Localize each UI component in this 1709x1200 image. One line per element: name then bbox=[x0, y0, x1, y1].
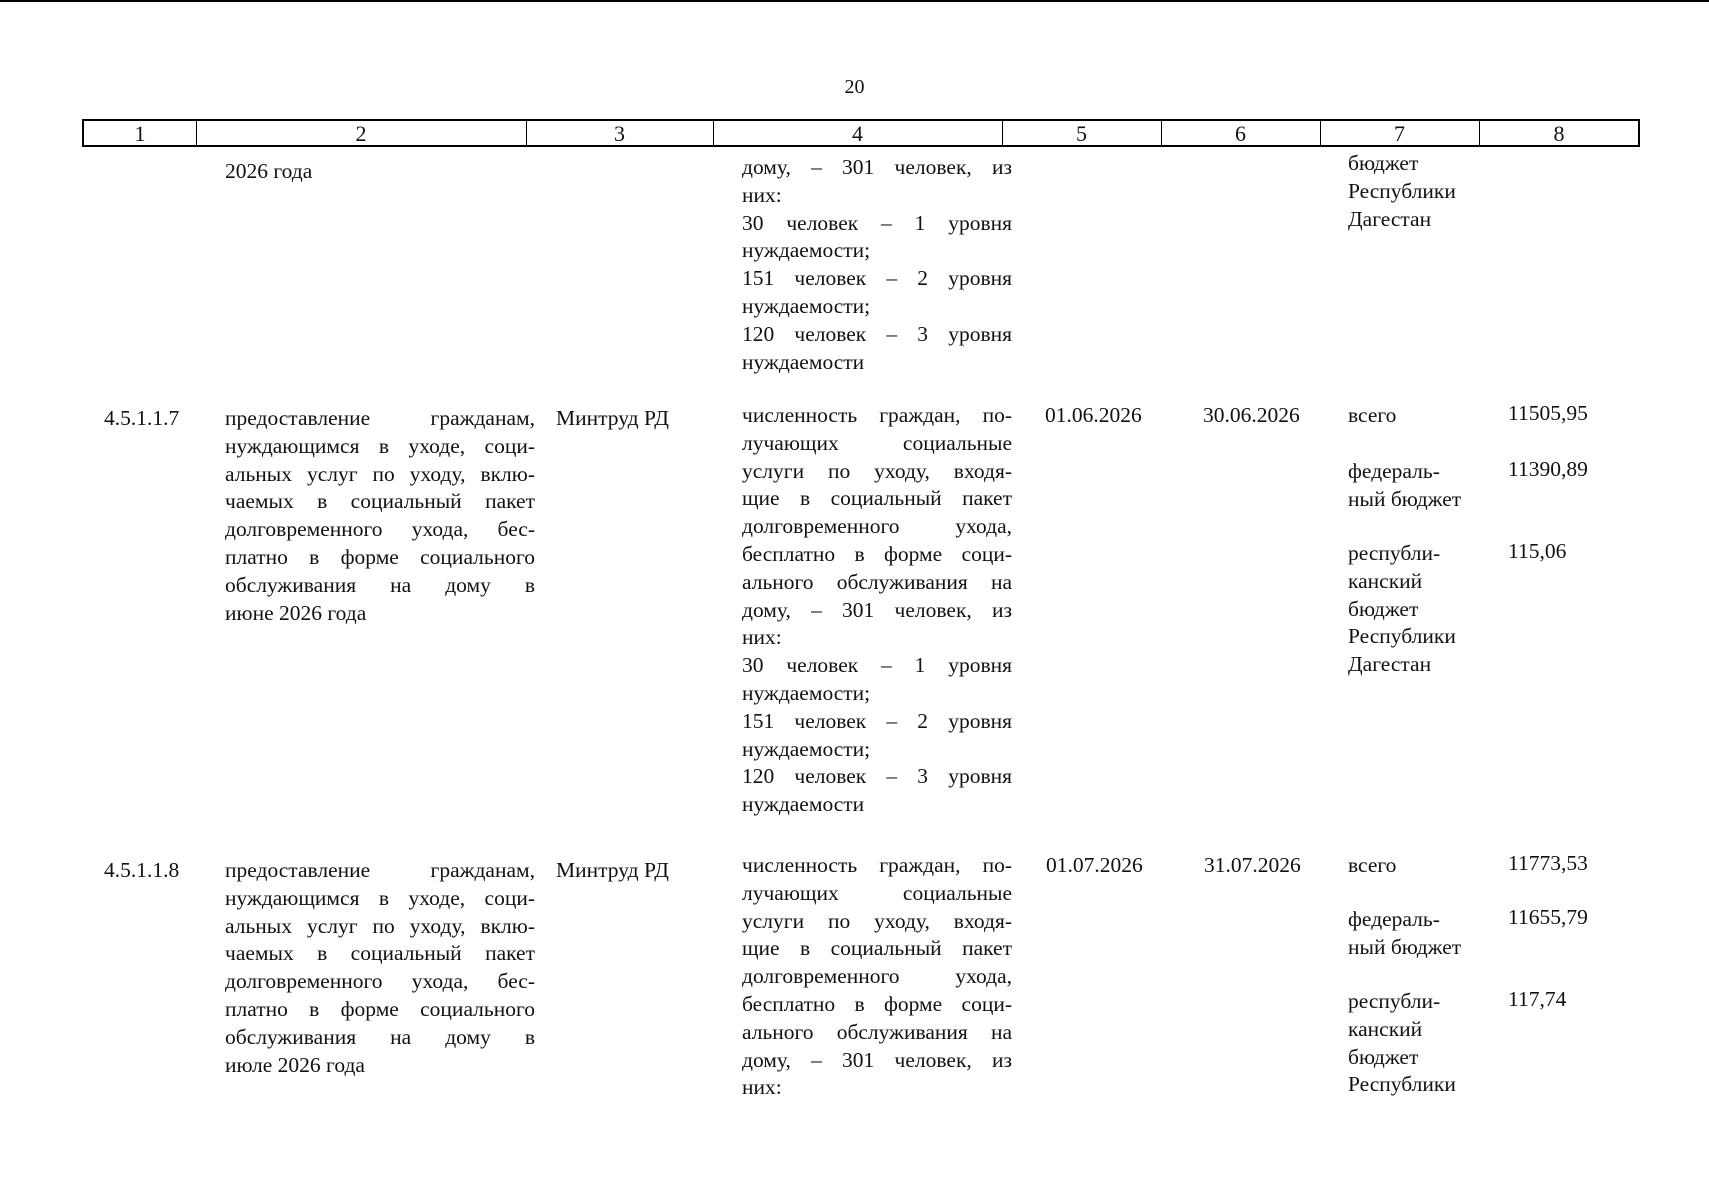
text-line: численность граждан, по- bbox=[742, 853, 1012, 877]
text-line: обслуживания на дому в bbox=[225, 572, 535, 597]
funding-amount: 11390,89 bbox=[1508, 457, 1588, 481]
text-line: бюджет bbox=[1348, 1044, 1419, 1069]
text-line: всего bbox=[1348, 853, 1397, 877]
header-col-4: 4 bbox=[852, 121, 863, 146]
text-line: долговременного ухода, bbox=[742, 964, 1012, 989]
header-col-3: 3 bbox=[614, 121, 625, 146]
text-line: 151 человек – 2 уровня bbox=[742, 266, 1012, 291]
text-line: канский bbox=[1348, 1016, 1423, 1041]
funding-source bbox=[1348, 540, 1498, 679]
funding-amount: 11655,79 bbox=[1508, 905, 1588, 929]
header-col-6: 6 bbox=[1235, 121, 1246, 146]
funding-source bbox=[1348, 988, 1498, 1099]
text-line: них: bbox=[742, 625, 782, 650]
text-line: июне 2026 года bbox=[225, 600, 367, 625]
text-line: бюджет bbox=[1348, 596, 1419, 621]
row-description bbox=[225, 857, 535, 1079]
continuation-funding-source bbox=[1348, 150, 1488, 233]
row-end-date: 30.06.2026 bbox=[1203, 403, 1300, 427]
text-line: услуги по уходу, входя- bbox=[742, 458, 1012, 483]
text-line: 120 человек – 3 уровня bbox=[742, 764, 1012, 789]
funding-amount: 117,74 bbox=[1508, 987, 1567, 1011]
text-line: нуждаемости bbox=[742, 349, 865, 374]
row-executor: Минтруд РД bbox=[556, 858, 669, 882]
row-start-date: 01.07.2026 bbox=[1046, 853, 1143, 877]
text-line: нуждаемости bbox=[742, 792, 865, 817]
text-line: июле 2026 года bbox=[225, 1052, 365, 1077]
row-indicator bbox=[742, 402, 1012, 819]
text-line: Республики bbox=[1348, 624, 1456, 649]
text-line: альных услуг по уходу, вклю- bbox=[225, 461, 535, 486]
row-end-date: 31.07.2026 bbox=[1204, 853, 1301, 877]
funding-amount: 115,06 bbox=[1508, 539, 1567, 563]
text-line: бесплатно в форме соци- bbox=[742, 991, 1012, 1016]
text-line: Республики bbox=[1348, 178, 1456, 203]
funding-source bbox=[1348, 852, 1498, 880]
text-line: ный бюджет bbox=[1348, 486, 1462, 511]
text-line: дому, – 301 человек, из bbox=[742, 155, 1012, 179]
text-line: бюджет bbox=[1348, 151, 1419, 175]
text-line: них: bbox=[742, 1075, 782, 1100]
funding-amount: 11505,95 bbox=[1508, 401, 1588, 425]
funding-amount: 11773,53 bbox=[1508, 851, 1588, 875]
text-line: чаемых в социальный пакет bbox=[225, 489, 535, 514]
header-col-2: 2 bbox=[355, 121, 367, 146]
page-top-edge bbox=[0, 0, 1709, 2]
text-line: лучающих социальные bbox=[742, 880, 1012, 905]
text-line: республи- bbox=[1348, 541, 1441, 565]
text-line: нуждающимся в уходе, соци- bbox=[225, 433, 535, 458]
row-description bbox=[225, 405, 535, 627]
continuation-description: 2026 года bbox=[225, 159, 313, 183]
text-line: дому, – 301 человек, из bbox=[742, 597, 1012, 622]
text-line: республи- bbox=[1348, 989, 1441, 1013]
text-line: нуждаемости; bbox=[742, 238, 871, 263]
row-start-date: 01.06.2026 bbox=[1045, 403, 1142, 427]
text-line: обслуживания на дому в bbox=[225, 1024, 535, 1049]
text-line: предоставление гражданам, bbox=[225, 406, 535, 430]
text-line: долговременного ухода, бес- bbox=[225, 517, 535, 542]
text-line: платно в форме социального bbox=[225, 544, 535, 569]
text-line: долговременного ухода, bbox=[742, 514, 1012, 539]
text-line: численность граждан, по- bbox=[742, 403, 1012, 427]
row-code: 4.5.1.1.8 bbox=[104, 858, 180, 882]
row-code: 4.5.1.1.7 bbox=[104, 406, 180, 430]
text-line: 30 человек – 1 уровня bbox=[742, 210, 1012, 235]
header-col-8: 8 bbox=[1553, 121, 1565, 146]
header-col-1: 1 bbox=[134, 121, 146, 146]
text-line: них: bbox=[742, 182, 782, 207]
text-line: долговременного ухода, бес- bbox=[225, 969, 535, 994]
table-header-row bbox=[82, 119, 1640, 147]
text-line: бесплатно в форме соци- bbox=[742, 541, 1012, 566]
text-line: дому, – 301 человек, из bbox=[742, 1047, 1012, 1072]
text-line: нуждаемости; bbox=[742, 680, 871, 705]
text-line: 151 человек – 2 уровня bbox=[742, 708, 1012, 733]
text-line: платно в форме социального bbox=[225, 996, 535, 1021]
text-line: нуждаемости; bbox=[742, 736, 871, 761]
funding-source bbox=[1348, 458, 1498, 514]
text-line: ального обслуживания на bbox=[742, 1019, 1012, 1044]
funding-source bbox=[1348, 906, 1498, 962]
text-line: Дагестан bbox=[1348, 652, 1432, 677]
continuation-indicator bbox=[742, 154, 1012, 376]
text-line: щие в социальный пакет bbox=[742, 936, 1012, 961]
text-line: федераль- bbox=[1348, 907, 1440, 931]
text-line: канский bbox=[1348, 568, 1423, 593]
text-line: 30 человек – 1 уровня bbox=[742, 653, 1012, 678]
funding-source bbox=[1348, 402, 1498, 430]
page-number: 20 bbox=[844, 76, 865, 98]
text-line: всего bbox=[1348, 403, 1397, 427]
text-line: ный бюджет bbox=[1348, 934, 1462, 959]
text-line: Дагестан bbox=[1348, 206, 1432, 231]
text-line: 120 человек – 3 уровня bbox=[742, 321, 1012, 346]
text-line: ального обслуживания на bbox=[742, 569, 1012, 594]
text-line: нуждаемости; bbox=[742, 293, 871, 318]
text-line: федераль- bbox=[1348, 459, 1440, 483]
text-line: альных услуг по уходу, вклю- bbox=[225, 913, 535, 938]
text-line: лучающих социальные bbox=[742, 430, 1012, 455]
text-line: нуждающимся в уходе, соци- bbox=[225, 885, 535, 910]
text-line: щие в социальный пакет bbox=[742, 486, 1012, 511]
text-line: предоставление гражданам, bbox=[225, 858, 535, 882]
text-line: услуги по уходу, входя- bbox=[742, 908, 1012, 933]
row-executor: Минтруд РД bbox=[556, 406, 669, 430]
header-col-7: 7 bbox=[1394, 121, 1405, 146]
text-line: чаемых в социальный пакет bbox=[225, 941, 535, 966]
header-col-5: 5 bbox=[1076, 121, 1087, 146]
text-line: Республики bbox=[1348, 1072, 1456, 1097]
row-indicator bbox=[742, 852, 1012, 1102]
